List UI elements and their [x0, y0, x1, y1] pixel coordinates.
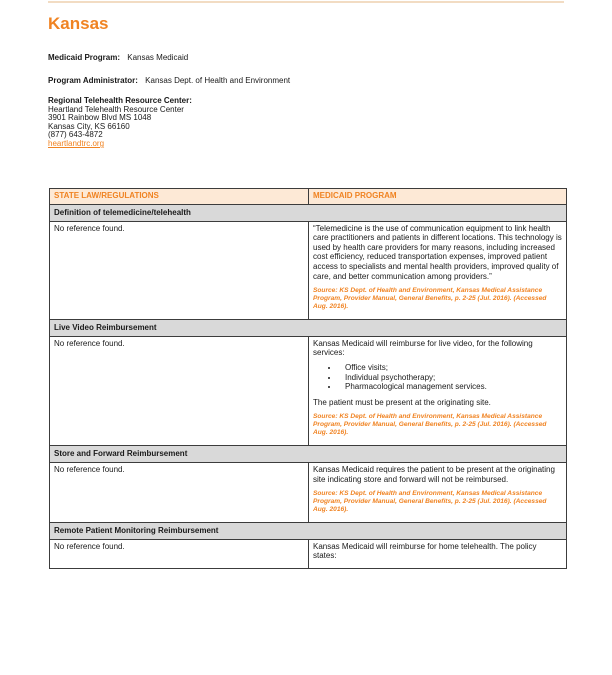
- source-citation: Source: KS Dept. of Health and Environment, Kansas Medical Assistance Program, Provider Manual, General Benefits, p. 2-25 (Jul. 2016). (Accessed Aug. 2016).: [313, 413, 547, 437]
- section-row: [50, 320, 567, 337]
- medicaid-text: Kansas Medicaid requires the patient to be present at the originating site indicating store and forward will not be reimbursed.: [313, 464, 555, 484]
- resource-center-block: [48, 97, 192, 149]
- state-law-cell: No reference found.: [50, 221, 309, 320]
- header-medicaid-program: MEDICAID PROGRAM: [309, 189, 567, 205]
- program-administrator-value: Kansas Dept. of Health and Environment: [145, 76, 291, 85]
- resource-center-label: Regional Telehealth Resource Center:: [48, 96, 192, 105]
- source-citation: Source: KS Dept. of Health and Environment, Kansas Medical Assistance Program, Provider Manual, General Benefits, p. 2-25 (Jul. 2016). (Accessed Aug. 2016).: [313, 490, 547, 514]
- section-row: [50, 523, 567, 540]
- source-citation: Source: KS Dept. of Health and Environment, Kansas Medical Assistance Program, Provider Manual, General Benefits, p. 2-25 (Jul. 2016). (Accessed Aug. 2016).: [313, 287, 547, 311]
- list-item: • Individual psychotherapy;: [339, 373, 562, 383]
- table-row: [50, 336, 567, 446]
- resource-center-link[interactable]: heartlandtrc.org: [48, 138, 105, 148]
- resource-center-phone: (877) 643-4872: [48, 130, 103, 140]
- section-title: Store and Forward Reimbursement: [50, 446, 567, 463]
- resource-center-address-2: Kansas City, KS 66160: [48, 121, 130, 131]
- list-item: • Office visits;: [339, 363, 562, 373]
- list-item: • Pharmacological management services.: [339, 382, 562, 392]
- medicaid-program-line: [48, 53, 188, 63]
- table-row: [50, 462, 567, 522]
- medicaid-program-label: Medicaid Program:: [48, 53, 121, 62]
- medicaid-program-value: Kansas Medicaid: [127, 53, 189, 62]
- medicaid-cell: [309, 539, 567, 568]
- medicaid-text: Kansas Medicaid will reimburse for home telehealth. The policy states:: [313, 541, 537, 561]
- medicaid-cell: [309, 462, 567, 522]
- table-row: [50, 221, 567, 320]
- medicaid-cell: [309, 221, 567, 320]
- services-list: [313, 363, 562, 392]
- state-law-cell: No reference found.: [50, 462, 309, 522]
- policy-table: [49, 188, 567, 569]
- program-administrator-line: [48, 76, 290, 86]
- resource-center-address-1: 3901 Rainbow Blvd MS 1048: [48, 113, 152, 123]
- section-title: Live Video Reimbursement: [50, 320, 567, 337]
- table-header-row: [50, 189, 567, 205]
- section-row: [50, 205, 567, 222]
- top-divider: [48, 1, 564, 3]
- section-row: [50, 446, 567, 463]
- state-law-cell: No reference found.: [50, 539, 309, 568]
- resource-center-name: Heartland Telehealth Resource Center: [48, 104, 184, 114]
- state-law-cell: No reference found.: [50, 336, 309, 446]
- page-title: Kansas: [48, 14, 109, 33]
- header-state-law: STATE LAW/REGULATIONS: [50, 189, 309, 205]
- medicaid-text: Kansas Medicaid will reimburse for live video, for the following services:: [313, 338, 533, 358]
- section-title: Definition of telemedicine/telehealth: [50, 205, 567, 222]
- program-administrator-label: Program Administrator:: [48, 76, 138, 85]
- medicaid-cell: [309, 336, 567, 446]
- medicaid-text: “Telemedicine is the use of communication equipment to link health care practitioners and patients in different locations. This technology is used by health care providers for many reasons, including increased cost efficiency, reduced transportation expenses, improved patient access to specialists and mental health providers, improved quality of care, and better communication among providers.”: [313, 223, 562, 281]
- medicaid-text: The patient must be present at the originating site.: [313, 397, 491, 407]
- table-row: [50, 539, 567, 568]
- section-title: Remote Patient Monitoring Reimbursement: [50, 523, 567, 540]
